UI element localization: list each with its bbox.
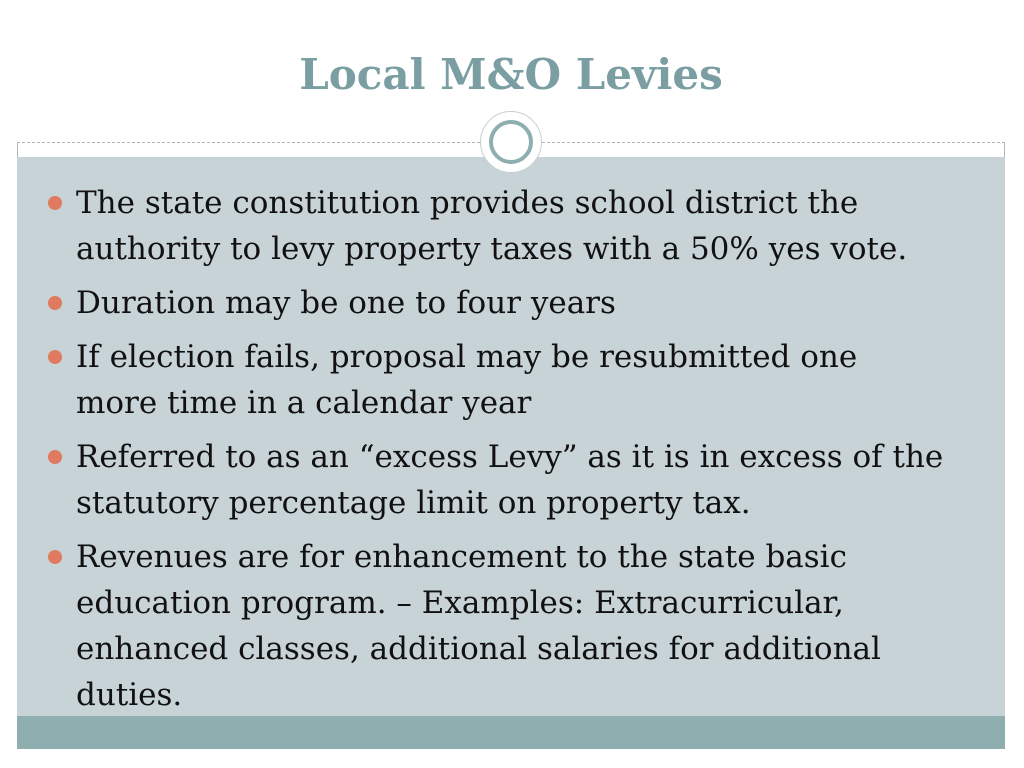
bullet-list	[48, 180, 948, 726]
circle-ornament-icon	[480, 111, 542, 173]
bullet-dot-icon	[48, 550, 62, 564]
bullet-dot-icon	[48, 450, 62, 464]
bullet-text: If election fails, proposal may be resubmitted one more time in a calendar year	[76, 339, 858, 421]
bullet-dot-icon	[48, 350, 62, 364]
bullet-dot-icon	[48, 296, 62, 310]
bullet-text: Duration may be one to four years	[76, 285, 616, 321]
bullet-item	[48, 534, 948, 718]
bullet-dot-icon	[48, 196, 62, 210]
slide-title: Local M&O Levies	[299, 50, 723, 99]
bullet-item	[48, 280, 948, 326]
bullet-item	[48, 334, 948, 426]
bullet-text: Referred to as an “excess Levy” as it is in excess of the statutory percentage limit on property tax.	[76, 439, 944, 521]
bullet-item	[48, 434, 948, 526]
bullet-text: The state constitution provides school district the authority to levy property taxes with a 50% yes vote.	[76, 185, 908, 267]
bullet-item	[48, 180, 948, 272]
circle-ornament-ring	[489, 120, 533, 164]
bullet-text: Revenues are for enhancement to the state basic education program. – Examples: Extracurricular, enhanced classes, additional salaries for additional duties.	[76, 539, 881, 713]
